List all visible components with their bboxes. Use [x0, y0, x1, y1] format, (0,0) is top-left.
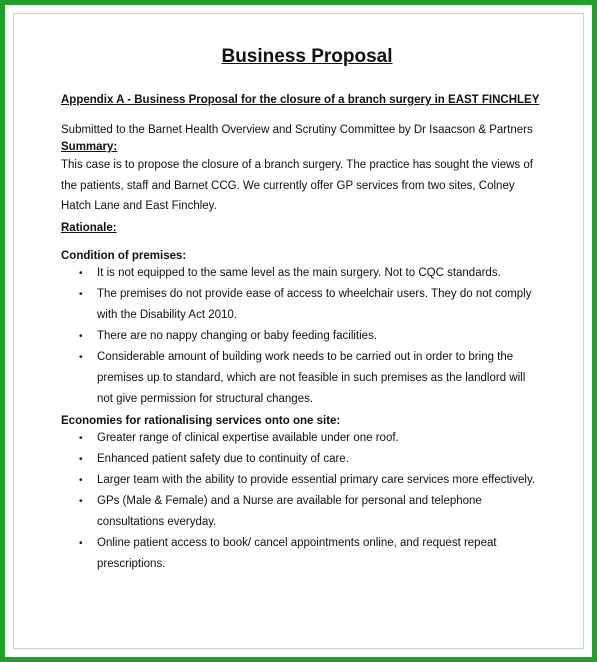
bullet-icon: •	[79, 474, 83, 486]
economies-list	[61, 428, 541, 575]
rationale-heading: Rationale:	[61, 221, 117, 234]
list-item	[61, 470, 541, 491]
list-item	[61, 428, 541, 449]
bullet-icon: •	[79, 267, 83, 279]
bullet-icon: •	[79, 351, 83, 363]
document-page	[61, 45, 541, 575]
bullet-icon: •	[79, 495, 83, 507]
list-item-text: Larger team with the ability to provide essential primary care services more effectively.	[97, 473, 536, 486]
summary-text: This case is to propose the closure of a branch surgery. The practice has sought the views of the patients, staff and Barnet CCG. We currently offer GP services from two sites, Colney Hatch Lane and East Finchley.	[61, 159, 533, 212]
bullet-icon: •	[79, 432, 83, 444]
list-item-text: Online patient access to book/ cancel appointments online, and request repeat prescriptions.	[97, 536, 497, 570]
list-item-text: It is not equipped to the same level as the main surgery. Not to CQC standards.	[97, 266, 501, 279]
list-item	[61, 326, 541, 347]
list-item	[61, 449, 541, 470]
bullet-icon: •	[79, 288, 83, 300]
list-item-text: GPs (Male & Female) and a Nurse are available for personal and telephone consultations everyday.	[97, 494, 482, 528]
premises-list	[61, 263, 541, 410]
list-item	[61, 533, 541, 575]
list-item	[61, 491, 541, 533]
submitted-line: Submitted to the Barnet Health Overview and Scrutiny Committee by Dr Isaacson & Partners	[61, 124, 533, 136]
summary-heading: Summary:	[61, 141, 118, 153]
bullet-icon: •	[79, 330, 83, 342]
list-item	[61, 284, 541, 326]
list-item-text: Considerable amount of building work needs to be carried out in order to bring the premises up to standard, which are not feasible in such premises as the landlord will not give permission for structural changes.	[97, 350, 526, 405]
list-item	[61, 263, 541, 284]
bullet-icon: •	[79, 453, 83, 465]
list-item-text: Greater range of clinical expertise available under one roof.	[97, 431, 399, 444]
bullet-icon: •	[79, 537, 83, 549]
premises-heading: Condition of premises:	[61, 249, 187, 262]
list-item	[61, 347, 541, 410]
document-title: Business Proposal	[221, 46, 393, 67]
list-item-text: Enhanced patient safety due to continuity of care.	[97, 452, 349, 465]
list-item-text: There are no nappy changing or baby feeding facilities.	[97, 329, 378, 342]
economies-heading: Economies for rationalising services onto one site:	[61, 414, 341, 427]
list-item-text: The premises do not provide ease of access to wheelchair users. They do not comply with the Disability Act 2010.	[97, 287, 532, 321]
appendix-heading: Appendix A - Business Proposal for the closure of a branch surgery in EAST FINCHLEY	[61, 94, 540, 106]
